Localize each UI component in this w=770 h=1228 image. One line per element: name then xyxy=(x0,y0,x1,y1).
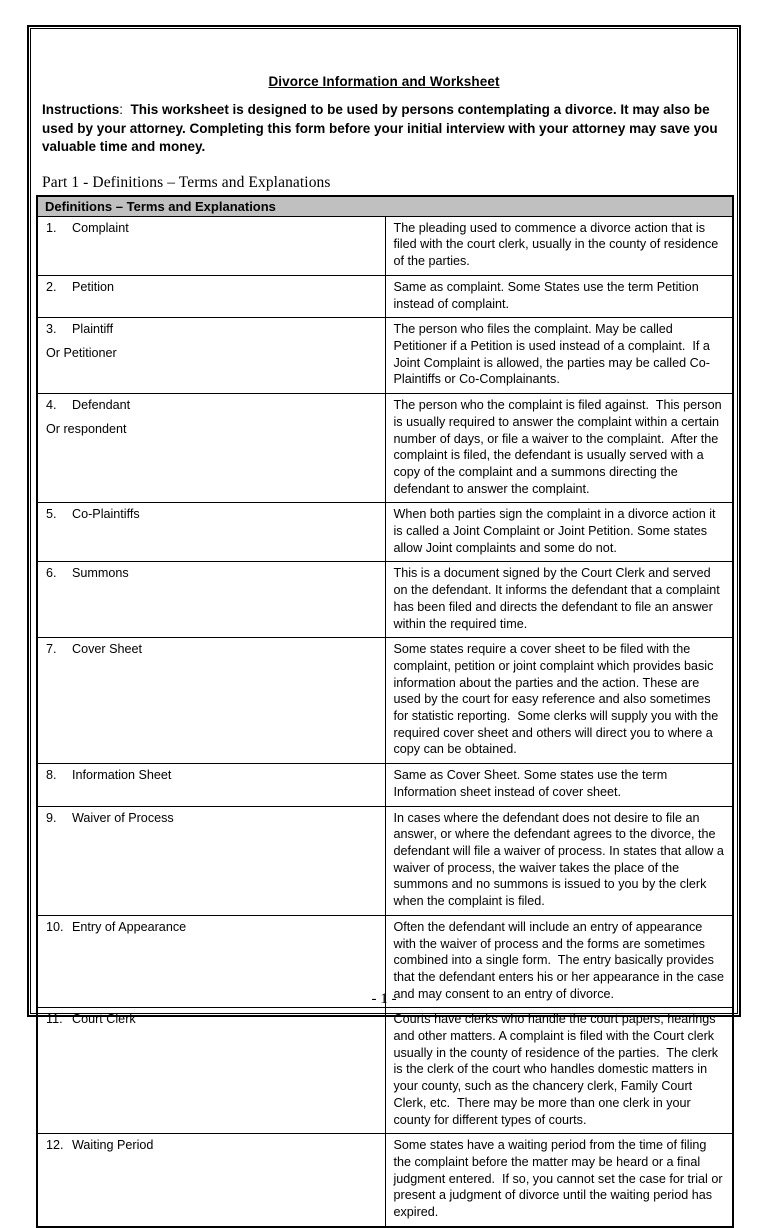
term-label: Plaintiff xyxy=(72,322,114,337)
definition-text: Same as complaint. Some States use the term Petition instead of complaint. xyxy=(385,275,733,317)
term-number: 2. xyxy=(46,279,57,294)
term-cell xyxy=(37,503,385,562)
definition-text: In cases where the defendant does not desire to file an answer, or where the defendant agrees to the divorce, the defendant will file a waiver of process. In states that allow a waiver of process, the waiver takes the place of the summons and no summons is issued to you by the clerk when the complaint is filed. xyxy=(385,806,733,915)
term-label: Entry of Appearance xyxy=(72,919,187,934)
definition-text: The person who the complaint is filed against. This person is usually required to answer the complaint within a certain number of days, or file a waiver to the complaint. After the complaint is filed, the defendant is usually served with a copy of the complaint and a summons directing the defendant to answer the complaint. xyxy=(385,394,733,503)
term-label: Waiting Period xyxy=(72,1138,154,1153)
instructions-label: Instructions xyxy=(42,102,120,117)
term-cell xyxy=(37,275,385,317)
term-cell xyxy=(37,216,385,275)
table-row xyxy=(37,764,733,806)
term-label: Court Clerk xyxy=(72,1012,136,1027)
table-header-row xyxy=(37,196,733,217)
term-label: Summons xyxy=(72,566,129,581)
term-number: 8. xyxy=(46,768,57,783)
term-label: Defendant xyxy=(72,398,131,413)
instructions-separator: : xyxy=(119,102,131,117)
table-row xyxy=(37,275,733,317)
term-label: Petition xyxy=(72,279,115,294)
term-number: 1. xyxy=(46,220,57,235)
table-row xyxy=(37,806,733,915)
definition-text: Some states require a cover sheet to be filed with the complaint, petition or joint complaint which provides basic information about the parties and the action. These are used by the court for easy reference and also sometimes for statistic reporting. Some clerks will supply you with the required cover sheet and others will direct you to where a copy can be obtained. xyxy=(385,638,733,764)
term-number: 6. xyxy=(46,566,57,581)
table-row xyxy=(37,503,733,562)
term-number: 7. xyxy=(46,642,57,657)
term-label: Cover Sheet xyxy=(72,642,143,657)
term-cell xyxy=(37,1134,385,1227)
definition-text: Often the defendant will include an entry of appearance with the waiver of process and the forms are sometimes combined into a single form. The entry basically provides that the defendant enters his or her appearance in the case and may consent to an entry of divorce. xyxy=(385,915,733,1008)
page-number-footer: - 1 - xyxy=(371,991,397,1007)
term-cell xyxy=(37,806,385,915)
page-border-inner xyxy=(30,28,738,1220)
table-header: Definitions – Terms and Explanations xyxy=(37,196,733,217)
instructions-paragraph xyxy=(42,101,726,157)
term-cell xyxy=(37,764,385,806)
term-label: Complaint xyxy=(72,220,129,235)
document-title: Divorce Information and Worksheet xyxy=(268,74,500,89)
definition-text: Same as Cover Sheet. Some states use the term Information sheet instead of cover sheet. xyxy=(385,764,733,806)
term-label: Co-Plaintiffs xyxy=(72,507,140,522)
definition-text: Courts have clerks who handle the court papers, hearings and other matters. A complaint is filed with the Court clerk usually in the county of residence of the parties. The clerk is the clerk of the court who handles domestic matters in your county, such as the chancery clerk, Family Court Clerk, etc. There may be more than one clerk in your county for different types of courts. xyxy=(385,1008,733,1134)
table-row xyxy=(37,1008,733,1134)
term-alt-label: Or respondent xyxy=(46,421,127,436)
page-border xyxy=(27,25,741,1220)
table-row xyxy=(37,1134,733,1227)
definitions-table xyxy=(36,195,734,1228)
definition-text: The pleading used to commence a divorce action that is filed with the court clerk, usually in the county of residence of the parties. xyxy=(385,216,733,275)
term-label: Information Sheet xyxy=(72,768,172,783)
term-number: 5. xyxy=(46,507,57,522)
definition-text: This is a document signed by the Court Clerk and served on the defendant. It informs the defendant that a complaint has been filed and directs the defendant to file an answer within the required time. xyxy=(385,562,733,638)
term-cell xyxy=(37,318,385,394)
table-row xyxy=(37,562,733,638)
instructions-body: This worksheet is designed to be used by persons contemplating a divorce. It may also be used by your attorney. Completing this form before your initial interview with your attorney may save you valuable time and money. xyxy=(42,102,722,155)
definition-text: When both parties sign the complaint in a divorce action it is called a Joint Complaint or Joint Petition. Some states allow Joint complaints and some do not. xyxy=(385,503,733,562)
term-cell xyxy=(37,1008,385,1134)
definitions-table-body xyxy=(37,216,733,1226)
table-row xyxy=(37,394,733,503)
table-row xyxy=(37,318,733,394)
definition-text: Some states have a waiting period from the time of filing the complaint before the matter may be heard or a final judgment entered. If so, you cannot set the case for trial or present a judgment of divorce until the waiting period has expired. xyxy=(385,1134,733,1227)
term-number: 4. xyxy=(46,398,57,413)
term-number: 12. xyxy=(46,1138,64,1153)
term-alt-label: Or Petitioner xyxy=(46,346,117,360)
term-number: 10. xyxy=(46,919,64,934)
definition-text: The person who files the complaint. May be called Petitioner if a Petition is used instead of a complaint. If a Joint Complaint is allowed, the parties may be called Co-Plaintiffs or Co-Complainants. xyxy=(385,318,733,394)
table-row xyxy=(37,216,733,275)
term-number: 11. xyxy=(46,1012,63,1027)
term-cell xyxy=(37,562,385,638)
part1-heading: Part 1 - Definitions – Terms and Explanations xyxy=(42,173,331,191)
term-label: Waiver of Process xyxy=(72,810,174,825)
term-cell xyxy=(37,394,385,503)
term-number: 9. xyxy=(46,810,57,825)
term-cell xyxy=(37,638,385,764)
table-row xyxy=(37,638,733,764)
page-content xyxy=(31,29,737,1220)
term-number: 3. xyxy=(46,322,57,337)
